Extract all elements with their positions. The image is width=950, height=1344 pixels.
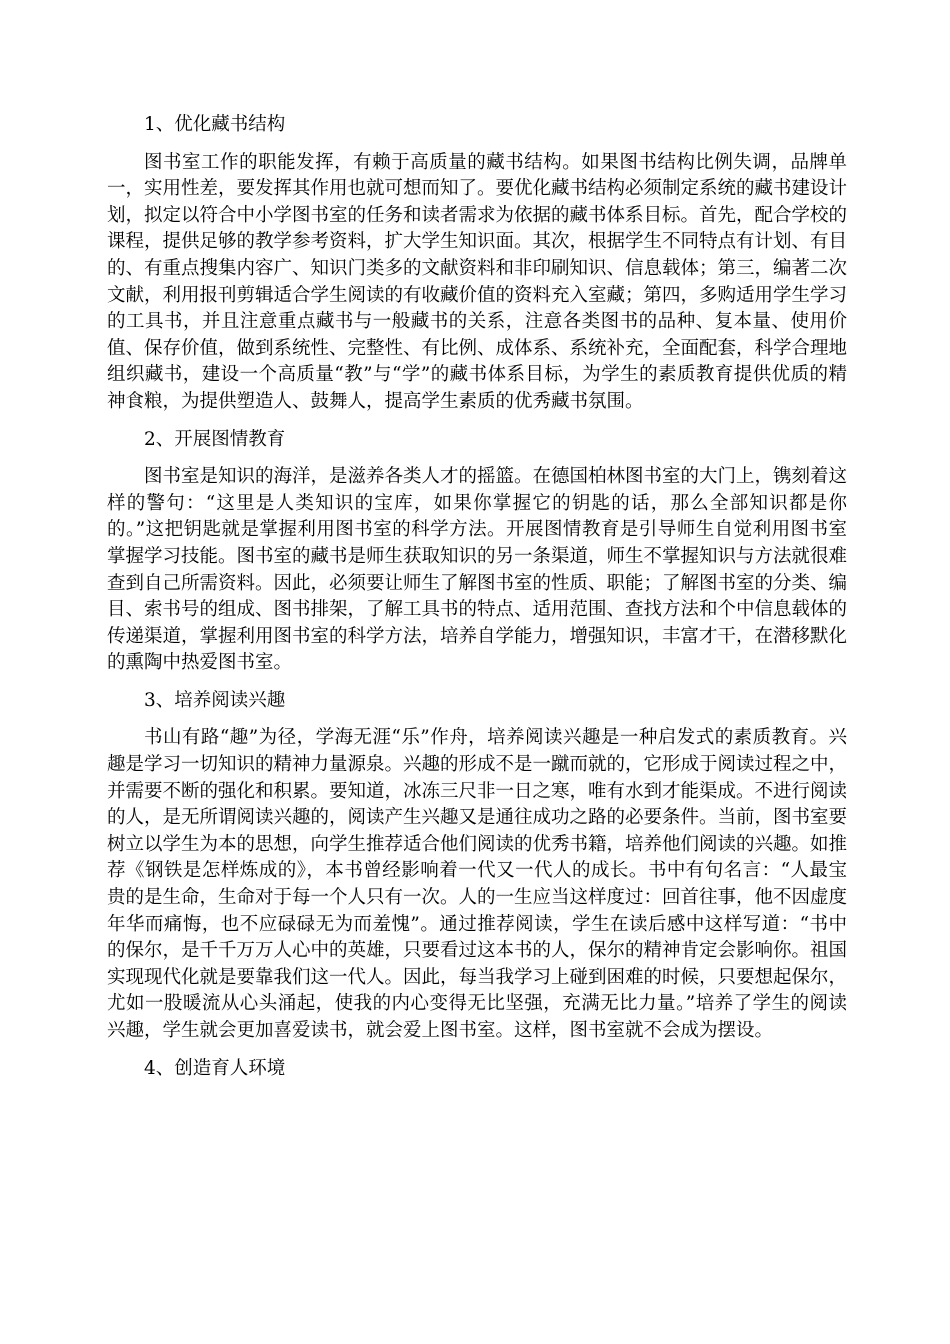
section-heading-2: 2、开展图情教育 xyxy=(144,428,286,450)
section-paragraph-2: 图书室是知识的海洋，是滋养各类人才的摇篮。在德国柏林图书室的大门上，镌刻着这样的警句：“这里是人类知识的宝库，如果你掌握它的钥匙的话，那么全部知识都是你的。”这把钥匙就是掌握利用图书室的科学方法。开展图情教育是引导师生自觉利用图书室掌握学习技能。图书室的藏书是师生获取知识的另一条渠道，师生不掌握知识与方法就很难查到自己所需资料。因此，必须要让师生了解图书室的性质、职能；了解图书室的分类、编目、索书号的组成、图书排架，了解工具书的特点、适用范围、查找方法和个中信息载体的传递渠道，掌握利用图书室的科学方法，培养自学能力，增强知识，丰富才干，在潜移默化的熏陶中热爱图书室。 xyxy=(107,466,848,674)
spacer xyxy=(107,453,847,464)
spacer xyxy=(107,1045,847,1056)
spacer xyxy=(107,677,847,688)
section-heading-4: 4、创造育人环境 xyxy=(144,1057,286,1079)
spacer xyxy=(107,416,847,427)
document-page xyxy=(107,112,847,1082)
spacer xyxy=(107,714,847,725)
section-paragraph-3: 书山有路“趣”为径，学海无涯“乐”作舟，培养阅读兴趣是一种启发式的素质教育。兴趣是学习一切知识的精神力量源泉。兴趣的形成不是一蹴而就的，它形成于阅读过程之中，并需要不断的强化和积累。要知道，冰冻三尺非一日之寒，唯有水到才能渠成。不进行阅读的人，是无所谓阅读兴趣的，阅读产生兴趣又是通往成功之路的必要条件。当前，图书室要树立以学生为本的思想，向学生推荐适合他们阅读的优秀书籍，培养他们阅读的兴趣。如推荐《钢铁是怎样炼成的》，本书曾经影响着一代又一代人的成长。书中有句名言：“人最宝贵的是生命，生命对于每一个人只有一次。人的一生应当这样度过：回首往事，他不因虚度年华而痛悔，也不应碌碌无为而羞愧”。通过推荐阅读，学生在读后感中这样写道：“书中的保尔，是千千万万人心中的英雄，只要看过这本书的人，保尔的精神肯定会影响你。祖国实现现代化就是要靠我们这一代人。因此，每当我学习上碰到困难的时候，只要想起保尔，尤如一股暖流从心头涌起，使我的内心变得无比坚强，充满无比力量。”培养了学生的阅读兴趣，学生就会更加喜爱读书，就会爱上图书室。这样，图书室就不会成为摆设。 xyxy=(107,727,848,1041)
section-paragraph-1: 图书室工作的职能发挥，有赖于高质量的藏书结构。如果图书结构比例失调，品牌单一，实用性差，要发挥其作用也就可想而知了。要优化藏书结构必须制定系统的藏书建设计划，拟定以符合中小学图书室的任务和读者需求为依据的藏书体系目标。首先，配合学校的课程，提供足够的教学参考资料，扩大学生知识面。其次，根据学生不同特点有计划、有目的、有重点搜集内容广、知识门类多的文献资料和非印刷知识、信息载体；第三，编著二次文献，利用报刊剪辑适合学生阅读的有收藏价值的资料充入室藏；第四，多购适用学生学习的工具书，并且注意重点藏书与一般藏书的关系，注意各类图书的品种、复本量、使用价值、保存价值，做到系统性、完整性、有比例、成体系、系统补充，全面配套，科学合理地组织藏书，建设一个高质量“教”与“学”的藏书体系目标，为学生的素质教育提供优质的精神食粮，为提供塑造人、鼓舞人，提高学生素质的优秀藏书氛围。 xyxy=(107,151,848,412)
section-heading-3: 3、培养阅读兴趣 xyxy=(144,689,286,711)
spacer xyxy=(107,139,847,150)
section-heading-1: 1、优化藏书结构 xyxy=(144,114,286,135)
